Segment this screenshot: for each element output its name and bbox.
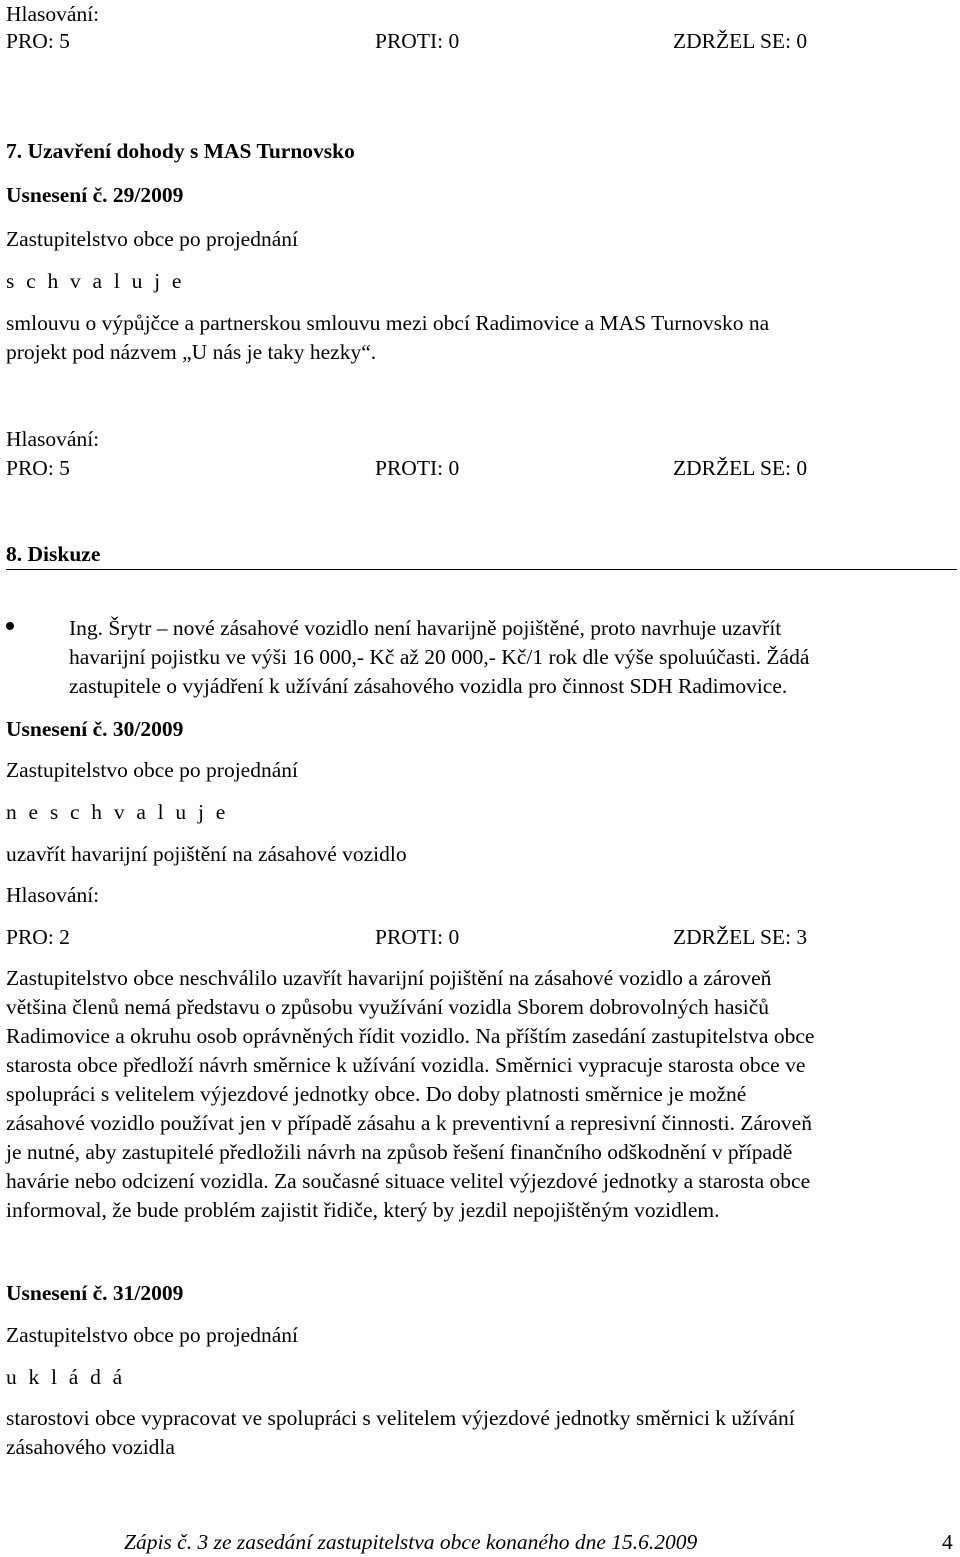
council-statement: Zastupitelstvo obce po projednání [6,1323,298,1347]
bullet-line: Ing. Šrytr – nové zásahové vozidlo není havarijně pojištěné, proto navrhuje uzavřít [69,616,782,640]
vote-against: PROTI: 0 [375,29,460,53]
resolution-text-line: projekt pod názvem „U nás je taky hezky“. [6,340,377,364]
resolution-text-line: zásahového vozidla [6,1435,175,1459]
resolution-number: Usnesení č. 31/2009 [6,1281,184,1305]
section-heading-7: 7. Uzavření dohody s MAS Turnovsko [6,139,355,163]
voting-result [6,454,906,483]
voting-label: Hlasování: [6,2,100,26]
vote-for: PRO: 5 [6,29,70,53]
vote-for: PRO: 5 [6,456,70,480]
page-number: 4 [942,1530,953,1554]
resolution-text-line: smlouvu o výpůjčce a partnerskou smlouvu mezi obcí Radimovice a MAS Turnovsko na [6,311,770,335]
resolution-verb: s c h v a l u j e [6,269,185,293]
voting-result [6,27,906,56]
resolution-verb: u k l á d á [6,1365,126,1389]
resolution-number: Usnesení č. 30/2009 [6,717,184,741]
paragraph-line: starosta obce předloží návrh směrnice k užívání vozidla. Směrnici vypracuje starosta obce ve [6,1053,806,1077]
paragraph-line: zásahové vozidlo používat jen v případě zásahu a k preventivní a represivní činnosti. Zároveň [6,1111,812,1135]
resolution-text-line: starostovi obce vypracovat ve spolupráci s velitelem výjezdové jednotky směrnici k užívání [6,1406,795,1430]
vote-for: PRO: 2 [6,925,70,949]
bullet-line: havarijní pojistku ve výši 16 000,- Kč až 20 000,- Kč/1 rok dle výše spoluúčasti. Žádá [69,645,810,669]
section-heading-8 [6,540,957,570]
footer-text: Zápis č. 3 ze zasedání zastupitelstva obce konaného dne 15.6.2009 [124,1530,698,1554]
vote-against: PROTI: 0 [375,925,460,949]
bullet-icon [6,622,14,630]
council-statement: Zastupitelstvo obce po projednání [6,227,298,251]
council-statement: Zastupitelstvo obce po projednání [6,758,298,782]
paragraph-line: havárie nebo odcizení vozidla. Za současné situace velitel výjezdové jednotky a starosta obce [6,1169,811,1193]
vote-abstain: ZDRŽEL SE: 3 [673,925,808,949]
paragraph-line: spolupráci s velitelem výjezdové jednotky obce. Do doby platnosti směrnice je možné [6,1082,747,1106]
section-heading-text: 8. Diskuze [6,542,101,566]
paragraph-line: Zastupitelstvo obce neschválilo uzavřít havarijní pojištění na zásahové vozidlo a zároveň [6,966,772,990]
paragraph-line: Radimovice a okruhu osob oprávněných řídit vozidlo. Na příštím zasedání zastupitelstva obce [6,1024,815,1048]
paragraph-line: je nutné, aby zastupitelé předložili návrh na způsob řešení finančního odškodnění v případě [6,1140,793,1164]
voting-label: Hlasování: [6,883,100,907]
paragraph-line: většina členů nemá představu o způsobu využívání vozidla Sborem dobrovolných hasičů [6,995,770,1019]
resolution-verb: n e s c h v a l u j e [6,800,229,824]
resolution-text: uzavřít havarijní pojištění na zásahové vozidlo [6,842,407,866]
resolution-number: Usnesení č. 29/2009 [6,183,184,207]
voting-label: Hlasování: [6,427,100,451]
voting-result [6,923,906,952]
vote-against: PROTI: 0 [375,456,460,480]
paragraph-line: informoval, že bude problém zajistit řidiče, který by jezdil nepojištěným vozidlem. [6,1198,720,1222]
vote-abstain: ZDRŽEL SE: 0 [673,456,808,480]
vote-abstain: ZDRŽEL SE: 0 [673,29,808,53]
page-footer [0,1528,960,1557]
bullet-line: zastupitele o vyjádření k užívání zásahového vozidla pro činnost SDH Radimovice. [69,674,788,698]
